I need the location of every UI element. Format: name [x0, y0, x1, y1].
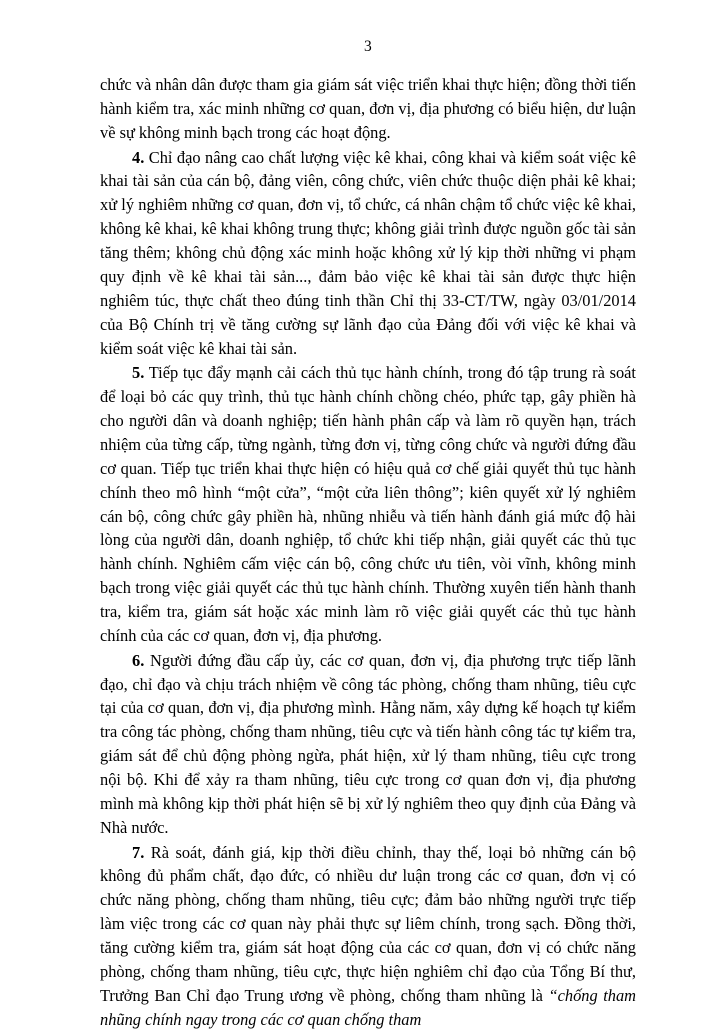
- paragraph-text: Tiếp tục đẩy mạnh cải cách thủ tục hành chính, trong đó tập trung rà soát để loại bỏ các quy trình, thủ tục hành chính chồng chéo, phức tạp, gây phiền hà cho người dân và doanh nghiệp; tiến hành phân cấp và làm rõ quyền hạn, trách nhiệm của từng cấp, từng ngành, từng đơn vị, từng công chức và người đứng đầu cơ quan. Tiếp tục triển khai thực hiện có hiệu quả cơ chế giải quyết thủ tục hành chính theo mô hình “một cửa”, “một cửa liên thông”; kiên quyết xử lý nghiêm cán bộ, công chức gây phiền hà, nhũng nhiễu và tiến hành đánh giá mức độ hài lòng của người dân, doanh nghiệp, tổ chức khi tiếp nhận, giải quyết các thủ tục hành chính. Nghiêm cấm việc cán bộ, công chức ưu tiên, vòi vĩnh, không minh bạch trong việc giải quyết các thủ tục hành chính. Thường xuyên tiến hành thanh tra, kiểm tra, giám sát hoặc xác minh làm rõ việc giải quyết các thủ tục hành chính của các cơ quan, đơn vị, địa phương.: [100, 363, 636, 645]
- paragraph-text: chức và nhân dân được tham gia giám sát việc triển khai thực hiện; đồng thời tiến hành kiểm tra, xác minh những cơ quan, đơn vị, địa phương có biểu hiện, dư luận về sự không minh bạch trong các hoạt động.: [100, 75, 636, 142]
- paragraph-number: 6.: [132, 650, 145, 670]
- paragraph-text: Người đứng đầu cấp ủy, các cơ quan, đơn vị, địa phương trực tiếp lãnh đạo, chỉ đạo và chịu trách nhiệm về công tác phòng, chống tham nhũng, tiêu cực tại của cơ quan, đơn vị, địa phương mình. Hằng năm, xây dựng kế hoạch tự kiểm tra công tác phòng, chống tham nhũng, tiêu cực và tiến hành công tác tự kiểm tra, giám sát để chủ động phòng ngừa, phát hiện, xử lý tham nhũng, tiêu cực trong nội bộ. Khi để xảy ra tham nhũng, tiêu cực trong cơ quan đơn vị, địa phương mình mà không kịp thời phát hiện sẽ bị xử lý nghiêm theo quy định của Đảng và Nhà nước.: [100, 650, 636, 837]
- paragraph-continued: [100, 73, 636, 145]
- page-number: 3: [364, 38, 372, 55]
- paragraph-item-5: [100, 361, 636, 647]
- paragraph-number: 4.: [132, 147, 145, 167]
- paragraph-item-6: [100, 649, 636, 840]
- paragraph-item-4: [100, 146, 636, 361]
- paragraph-item-7: [100, 841, 636, 1031]
- paragraph-quote: “chống tham nhũng chính ngay trong các cơ quan chống tham: [100, 985, 637, 1029]
- paragraph-text: Rà soát, đánh giá, kịp thời điều chỉnh, thay thế, loại bỏ những cán bộ không đủ phẩm chất, đạo đức, có nhiều dư luận trong các cơ quan, đơn vị có chức năng phòng, chống tham nhũng, tiêu cực; đảm bảo những người trực tiếp làm việc trong các cơ quan này phải thực sự liêm chính, trong sạch. Đồng thời, tăng cường kiểm tra, giám sát hoạt động của các cơ quan, đơn vị có chức năng phòng, chống tham nhũng, tiêu cực, thực hiện nghiêm chỉ đạo của Tổng Bí thư, Trưởng Ban Chỉ đạo Trung ương về phòng, chống tham nhũng là: [100, 842, 636, 1005]
- paragraph-text: Chỉ đạo nâng cao chất lượng việc kê khai, công khai và kiểm soát việc kê khai tài sản của cán bộ, đảng viên, công chức, viên chức thuộc diện phải kê khai; xử lý nghiêm những cơ quan, đơn vị, tổ chức, cá nhân chậm tổ chức việc kê khai, không kê khai, kê khai không trung thực; không giải trình được nguồn gốc tài sản tăng thêm; không chủ động xác minh hoặc không xử lý kịp thời những vi phạm quy định về kê khai tài sản..., đảm bảo việc kê khai tài sản được thực hiện nghiêm túc, thực chất theo đúng tinh thần Chỉ thị 33-CT/TW, ngày 03/01/2014 của Bộ Chính trị về tăng cường sự lãnh đạo của Đảng đối với việc kê khai và kiểm soát việc kê khai tài sản.: [100, 147, 636, 358]
- document-body: [100, 73, 636, 1031]
- paragraph-number: 5.: [132, 363, 145, 383]
- paragraph-number: 7.: [132, 842, 145, 862]
